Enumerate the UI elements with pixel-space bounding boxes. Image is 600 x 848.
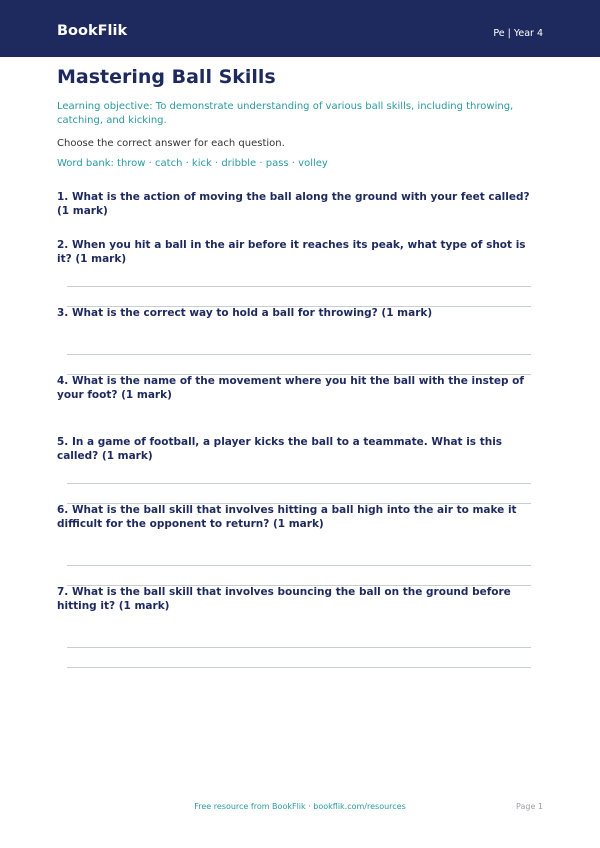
subject-year-label: Pe | Year 4 (493, 28, 543, 39)
instructions: Choose the correct answer for each question. (57, 138, 285, 149)
question-6: 6. What is the ball skill that involves hitting a ball high into the air to make it difficult for the opponent to return? (1 mark) (57, 504, 517, 530)
page-header (0, 0, 600, 57)
question-7: 7. What is the ball skill that involves bouncing the ball on the ground before hitting it? (1 mark) (57, 586, 511, 612)
answer-line[interactable] (67, 667, 531, 668)
question-4: 4. What is the name of the movement where you hit the ball with the instep of your foot? (1 mark) (57, 375, 524, 401)
word-bank: Word bank: throw · catch · kick · dribble · pass · volley (57, 158, 328, 169)
answer-line[interactable] (67, 483, 531, 484)
footer-text: Free resource from BookFlik · bookflik.com/resources (194, 802, 406, 811)
answer-line[interactable] (67, 286, 531, 287)
learning-objective: Learning objective: To demonstrate understanding of various ball skills, including throwing, catching, and kicking. (57, 101, 514, 126)
question-2: 2. When you hit a ball in the air before it reaches its peak, what type of shot is it? (1 mark) (57, 239, 526, 265)
answer-line[interactable] (67, 565, 531, 566)
brand-logo: BookFlik (57, 23, 128, 39)
answer-line[interactable] (67, 647, 531, 648)
question-3: 3. What is the correct way to hold a ball for throwing? (1 mark) (57, 307, 433, 319)
page-number: Page 1 (516, 802, 543, 811)
question-5: 5. In a game of football, a player kicks the ball to a teammate. What is this called? (1 mark) (57, 436, 503, 462)
worksheet-title: Mastering Ball Skills (57, 66, 276, 88)
answer-line[interactable] (67, 354, 531, 355)
question-1: 1. What is the action of moving the ball along the ground with your feet called? (1 mark) (57, 191, 530, 217)
